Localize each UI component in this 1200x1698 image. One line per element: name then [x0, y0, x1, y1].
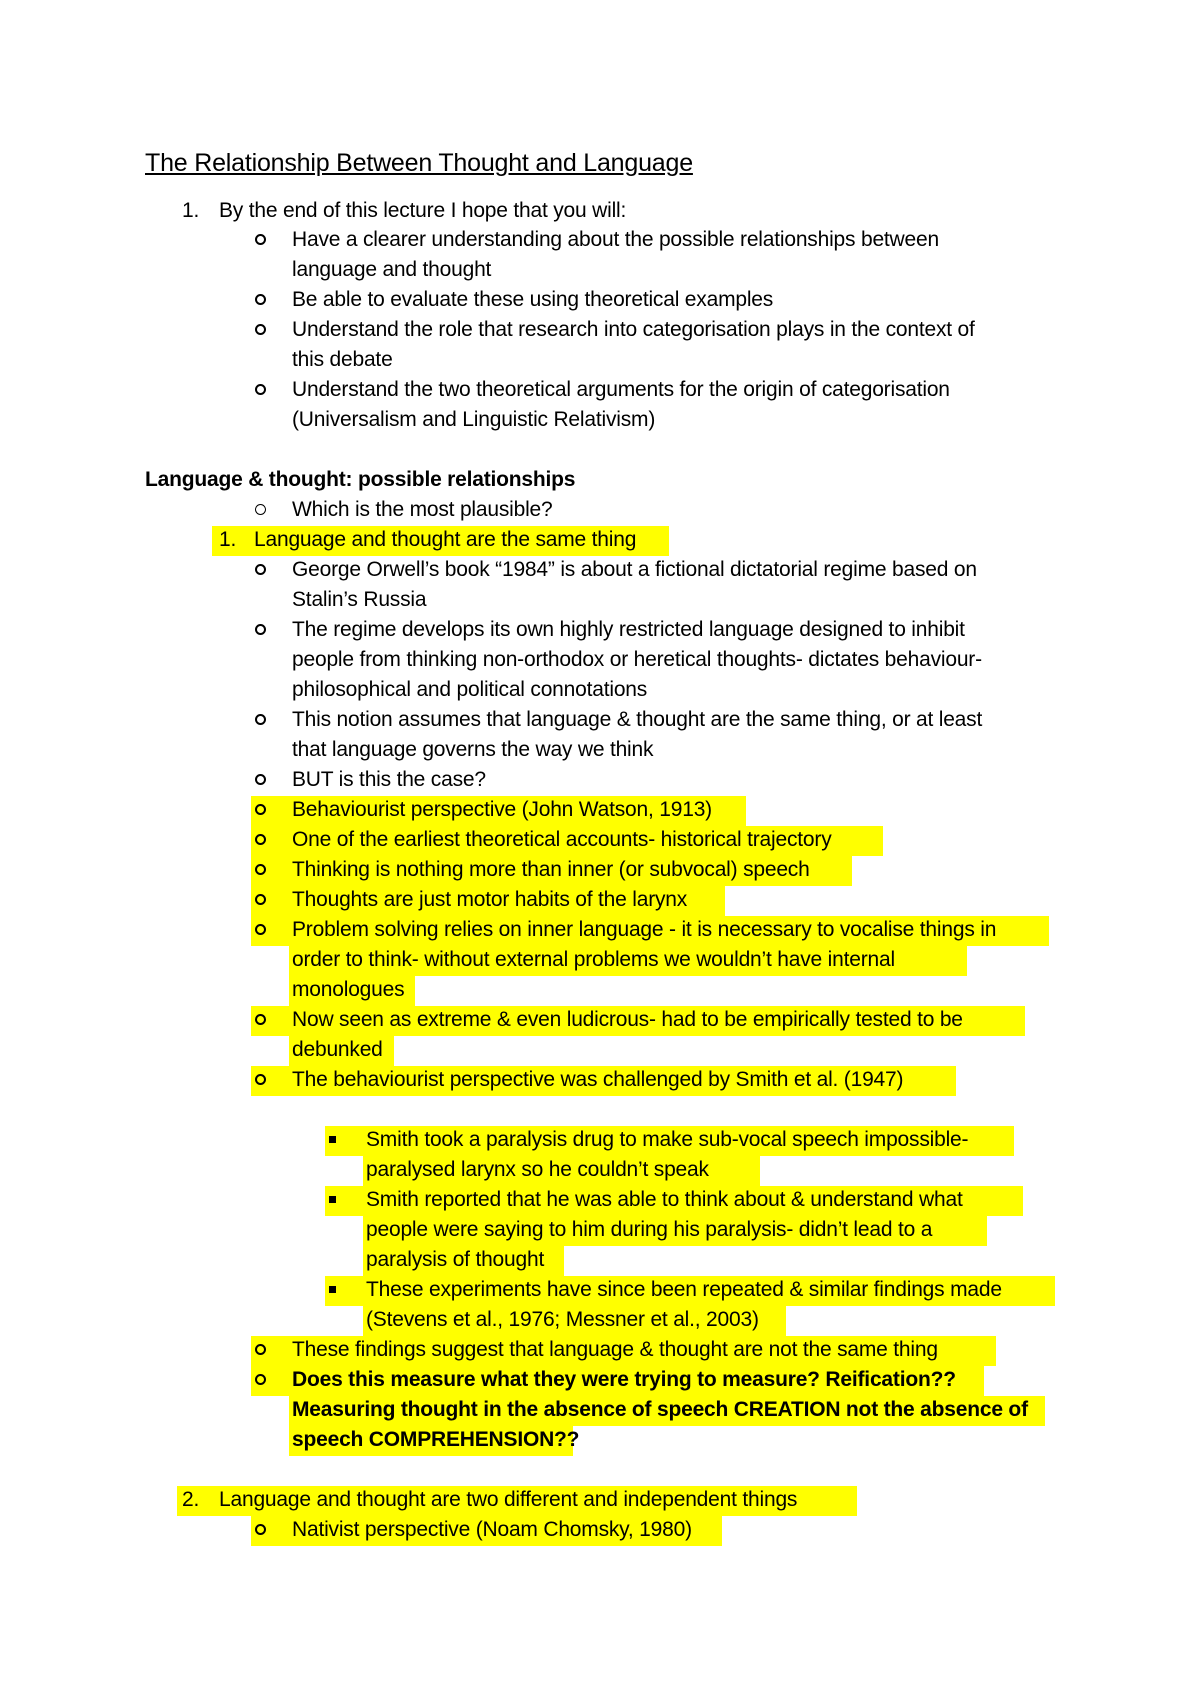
bullet-circle-icon [255, 766, 266, 796]
p1-bullet-6: One of the earliest theoretical accounts- historical trajectory [292, 828, 832, 851]
p1-bullet-9-line-2: order to think- without external problems we wouldn’t have internal [292, 948, 895, 971]
point-1-text: Language and thought are the same thing [254, 528, 637, 551]
bullet-circle-icon [255, 1006, 266, 1036]
bullet-circle-icon [255, 1066, 266, 1096]
p1-bullet-7: Thinking is nothing more than inner (or subvocal) speech [292, 858, 810, 881]
p1-bullet-3-line-2: that language governs the way we think [292, 738, 654, 761]
p1-bullet-4: BUT is this the case? [292, 768, 486, 791]
bullet-circle-icon [255, 706, 266, 736]
p1-bullet-2-line-3: philosophical and political connotations [292, 678, 648, 701]
sub-bullet-3-line-1: These experiments have since been repeated & similar findings made [366, 1278, 1002, 1301]
bullet-circle-icon [255, 856, 266, 886]
intro-text: By the end of this lecture I hope that you will: [219, 199, 627, 222]
bullet-circle-icon [255, 376, 266, 406]
after-bullet-2-line-1: Does this measure what they were trying to measure? Reification?? [292, 1368, 956, 1391]
intro-bullet-3-line-2: this debate [292, 348, 393, 371]
p1-bullet-8: Thoughts are just motor habits of the larynx [292, 888, 688, 911]
after-bullet-2-line-3: speech COMPREHENSION?? [292, 1428, 580, 1451]
p1-bullet-1-line-2: Stalin’s Russia [292, 588, 427, 611]
intro-number: 1. [182, 199, 200, 222]
p1-bullet-1-line-1: George Orwell’s book “1984” is about a fictional dictatorial regime based on [292, 558, 977, 581]
bullet-circle-icon [255, 1366, 266, 1396]
bullet-circle-icon [255, 886, 266, 916]
point-2-number: 2. [182, 1488, 200, 1511]
intro-bullet-1-line-1: Have a clearer understanding about the possible relationships between [292, 228, 939, 251]
intro-bullet-4-line-2: (Universalism and Linguistic Relativism) [292, 408, 656, 431]
bullet-circle-icon [255, 316, 266, 346]
sub-bullet-1-line-1: Smith took a paralysis drug to make sub-vocal speech impossible- [366, 1128, 969, 1151]
p1-bullet-9-line-3: monologues [292, 978, 405, 1001]
bullet-circle-icon [255, 286, 266, 316]
intro-bullet-2: Be able to evaluate these using theoretical examples [292, 288, 774, 311]
bullet-circle-thin-icon [255, 496, 266, 526]
point-1-number: 1. [219, 528, 237, 551]
bullet-circle-icon [255, 916, 266, 946]
bullet-circle-icon [255, 826, 266, 856]
bullet-circle-icon [255, 226, 266, 256]
bullet-square-icon [329, 1276, 336, 1306]
sub-bullet-3-line-2: (Stevens et al., 1976; Messner et al., 2003) [366, 1308, 759, 1331]
p1-bullet-3-line-1: This notion assumes that language & thought are the same thing, or at least [292, 708, 983, 731]
bullet-circle-icon [255, 616, 266, 646]
section-question: Which is the most plausible? [292, 498, 553, 521]
bullet-circle-icon [255, 796, 266, 826]
p1-bullet-2-line-1: The regime develops its own highly restricted language designed to inhibit [292, 618, 965, 641]
point-2-text: Language and thought are two different and independent things [219, 1488, 798, 1511]
sub-bullet-1-line-2: paralysed larynx so he couldn’t speak [366, 1158, 709, 1181]
bullet-circle-icon [255, 1336, 266, 1366]
after-bullet-2-line-2: Measuring thought in the absence of speech CREATION not the absence of [292, 1398, 1028, 1421]
section-heading: Language & thought: possible relationships [145, 468, 576, 491]
p1-bullet-9-line-1: Problem solving relies on inner language - it is necessary to vocalise things in [292, 918, 997, 941]
sub-bullet-2-line-2: people were saying to him during his paralysis- didn’t lead to a [366, 1218, 933, 1241]
bullet-square-icon [329, 1126, 336, 1156]
p1-bullet-11: The behaviourist perspective was challenged by Smith et al. (1947) [292, 1068, 904, 1091]
p2-bullet-1: Nativist perspective (Noam Chomsky, 1980) [292, 1518, 692, 1541]
after-bullet-1: These findings suggest that language & thought are not the same thing [292, 1338, 938, 1361]
sub-bullet-2-line-3: paralysis of thought [366, 1248, 545, 1271]
page-title: The Relationship Between Thought and Language [145, 149, 693, 177]
intro-bullet-1-line-2: language and thought [292, 258, 492, 281]
bullet-circle-icon [255, 556, 266, 586]
sub-bullet-2-line-1: Smith reported that he was able to think about & understand what [366, 1188, 963, 1211]
intro-bullet-4-line-1: Understand the two theoretical arguments for the origin of categorisation [292, 378, 950, 401]
p1-bullet-10-line-1: Now seen as extreme & even ludicrous- had to be empirically tested to be [292, 1008, 963, 1031]
p1-bullet-2-line-2: people from thinking non-orthodox or heretical thoughts- dictates behaviour- [292, 648, 982, 671]
p1-bullet-10-line-2: debunked [292, 1038, 383, 1061]
intro-bullet-3-line-1: Understand the role that research into categorisation plays in the context of [292, 318, 975, 341]
bullet-circle-icon [255, 1516, 266, 1546]
bullet-square-icon [329, 1186, 336, 1216]
p1-bullet-5: Behaviourist perspective (John Watson, 1913) [292, 798, 712, 821]
